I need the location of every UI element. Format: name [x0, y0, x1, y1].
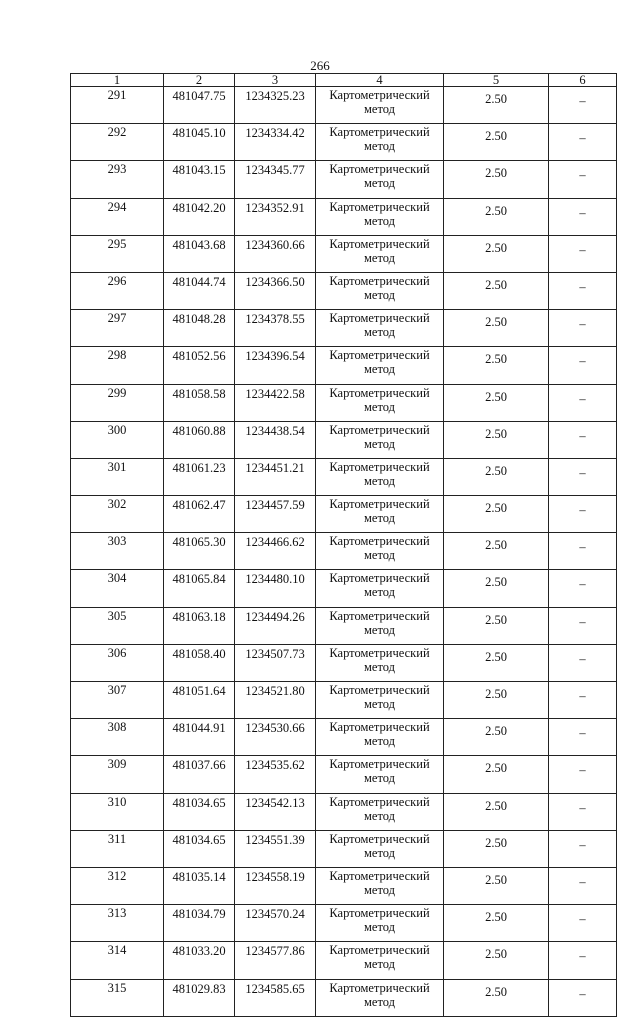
table-row [71, 272, 617, 309]
coord-x-cell: 481044.74 [164, 272, 235, 309]
method-cell [316, 384, 444, 421]
method-line-1: Картометрический [329, 943, 430, 958]
method-line-2: метод [363, 473, 395, 488]
coord-y-cell: 1234334.42 [235, 124, 316, 161]
method-line-1: Картометрический [329, 199, 430, 214]
table-row [71, 421, 617, 458]
point-number-cell: 303 [71, 533, 164, 570]
method-cell [316, 607, 444, 644]
note-cell: – [549, 570, 617, 607]
method-line-2: метод [363, 882, 395, 897]
accuracy-cell: 2.50 [444, 347, 549, 384]
coord-x-cell: 481035.14 [164, 867, 235, 904]
accuracy-cell: 2.50 [444, 384, 549, 421]
table-row [71, 161, 617, 198]
point-number-cell: 314 [71, 942, 164, 979]
coord-x-cell: 481043.68 [164, 235, 235, 272]
note-cell: – [549, 533, 617, 570]
method-cell [316, 830, 444, 867]
table-row [71, 198, 617, 235]
method-cell [316, 644, 444, 681]
table-row [71, 458, 617, 495]
accuracy-cell: 2.50 [444, 198, 549, 235]
coord-y-cell: 1234577.86 [235, 942, 316, 979]
method-cell [316, 161, 444, 198]
table-row [71, 793, 617, 830]
table-row [71, 942, 617, 979]
method-line-1: Картометрический [329, 422, 430, 437]
method-line-2: метод [363, 659, 395, 674]
table-header-row [71, 74, 617, 87]
point-number-cell: 305 [71, 607, 164, 644]
method-cell [316, 198, 444, 235]
accuracy-cell: 2.50 [444, 124, 549, 161]
method-line-2: метод [363, 845, 395, 860]
note-cell: – [549, 421, 617, 458]
coord-y-cell: 1234542.13 [235, 793, 316, 830]
method-line-1: Картометрический [329, 794, 430, 809]
accuracy-cell: 2.50 [444, 942, 549, 979]
note-cell: – [549, 161, 617, 198]
point-number-cell: 292 [71, 124, 164, 161]
method-line-1: Картометрический [329, 459, 430, 474]
page-number: 266 [310, 58, 330, 73]
note-cell: – [549, 719, 617, 756]
coord-x-cell: 481062.47 [164, 496, 235, 533]
point-number-cell: 293 [71, 161, 164, 198]
coord-x-cell: 481065.30 [164, 533, 235, 570]
coord-y-cell: 1234366.50 [235, 272, 316, 309]
method-line-2: метод [363, 511, 395, 526]
method-line-1: Картометрический [329, 162, 430, 177]
method-line-2: метод [363, 176, 395, 191]
table-row [71, 347, 617, 384]
coord-y-cell: 1234551.39 [235, 830, 316, 867]
coord-y-cell: 1234438.54 [235, 421, 316, 458]
coord-y-cell: 1234507.73 [235, 644, 316, 681]
point-number-cell: 301 [71, 458, 164, 495]
accuracy-cell: 2.50 [444, 644, 549, 681]
method-cell [316, 570, 444, 607]
method-line-2: метод [363, 585, 395, 600]
point-number-cell: 312 [71, 867, 164, 904]
coordinates-table [70, 73, 617, 1017]
table-row [71, 756, 617, 793]
coord-x-cell: 481034.65 [164, 830, 235, 867]
method-line-1: Картометрический [329, 868, 430, 883]
note-cell: – [549, 756, 617, 793]
note-cell: – [549, 384, 617, 421]
coord-x-cell: 481060.88 [164, 421, 235, 458]
point-number-cell: 296 [71, 272, 164, 309]
note-cell: – [549, 496, 617, 533]
method-line-1: Картометрический [329, 125, 430, 140]
coord-y-cell: 1234352.91 [235, 198, 316, 235]
accuracy-cell: 2.50 [444, 421, 549, 458]
table-row [71, 533, 617, 570]
accuracy-cell: 2.50 [444, 87, 549, 124]
coord-x-cell: 481051.64 [164, 682, 235, 719]
coord-x-cell: 481063.18 [164, 607, 235, 644]
accuracy-cell: 2.50 [444, 830, 549, 867]
table-row [71, 310, 617, 347]
table-row [71, 570, 617, 607]
accuracy-cell: 2.50 [444, 756, 549, 793]
accuracy-cell: 2.50 [444, 570, 549, 607]
note-cell: – [549, 607, 617, 644]
coord-y-cell: 1234535.62 [235, 756, 316, 793]
point-number-cell: 298 [71, 347, 164, 384]
method-line-1: Картометрический [329, 757, 430, 772]
method-cell [316, 793, 444, 830]
note-cell: – [549, 867, 617, 904]
coord-y-cell: 1234422.58 [235, 384, 316, 421]
point-number-cell: 308 [71, 719, 164, 756]
note-cell: – [549, 905, 617, 942]
table-row [71, 719, 617, 756]
accuracy-cell: 2.50 [444, 719, 549, 756]
coord-y-cell: 1234480.10 [235, 570, 316, 607]
method-cell [316, 682, 444, 719]
method-cell [316, 533, 444, 570]
method-cell [316, 235, 444, 272]
point-number-cell: 302 [71, 496, 164, 533]
accuracy-cell: 2.50 [444, 161, 549, 198]
accuracy-cell: 2.50 [444, 682, 549, 719]
method-line-1: Картометрический [329, 720, 430, 735]
note-cell: – [549, 458, 617, 495]
method-line-2: метод [363, 102, 395, 116]
coord-y-cell: 1234521.80 [235, 682, 316, 719]
accuracy-cell: 2.50 [444, 867, 549, 904]
accuracy-cell: 2.50 [444, 310, 549, 347]
point-number-cell: 299 [71, 384, 164, 421]
method-cell [316, 719, 444, 756]
coord-y-cell: 1234494.26 [235, 607, 316, 644]
accuracy-cell: 2.50 [444, 458, 549, 495]
coord-x-cell: 481061.23 [164, 458, 235, 495]
accuracy-cell: 2.50 [444, 533, 549, 570]
table-row [71, 682, 617, 719]
note-cell: – [549, 272, 617, 309]
accuracy-cell: 2.50 [444, 235, 549, 272]
point-number-cell: 311 [71, 830, 164, 867]
method-cell [316, 87, 444, 124]
accuracy-cell: 2.50 [444, 793, 549, 830]
method-line-2: метод [363, 697, 395, 711]
coord-x-cell: 481033.20 [164, 942, 235, 979]
col-header-5: 5 [444, 74, 549, 87]
table-row [71, 830, 617, 867]
note-cell: – [549, 124, 617, 161]
point-number-cell: 295 [71, 235, 164, 272]
coord-x-cell: 481044.91 [164, 719, 235, 756]
method-line-2: метод [363, 957, 395, 972]
col-header-2: 2 [164, 74, 235, 87]
method-line-2: метод [363, 139, 395, 154]
note-cell: – [549, 830, 617, 867]
table-row [71, 87, 617, 124]
coord-y-cell: 1234558.19 [235, 867, 316, 904]
note-cell: – [549, 942, 617, 979]
method-line-2: метод [363, 734, 395, 749]
coord-y-cell: 1234585.65 [235, 979, 316, 1016]
coord-y-cell: 1234457.59 [235, 496, 316, 533]
table-row [71, 607, 617, 644]
coord-x-cell: 481042.20 [164, 198, 235, 235]
method-line-1: Картометрический [329, 311, 430, 326]
table-body [71, 87, 617, 1017]
note-cell: – [549, 644, 617, 681]
method-line-2: метод [363, 548, 395, 563]
point-number-cell: 306 [71, 644, 164, 681]
coord-x-cell: 481034.79 [164, 905, 235, 942]
method-line-2: метод [363, 325, 395, 340]
point-number-cell: 300 [71, 421, 164, 458]
point-number-cell: 297 [71, 310, 164, 347]
method-cell [316, 496, 444, 533]
coord-y-cell: 1234530.66 [235, 719, 316, 756]
note-cell: – [549, 198, 617, 235]
method-line-2: метод [363, 213, 395, 228]
method-cell [316, 979, 444, 1016]
coord-y-cell: 1234360.66 [235, 235, 316, 272]
accuracy-cell: 2.50 [444, 496, 549, 533]
accuracy-cell: 2.50 [444, 905, 549, 942]
point-number-cell: 315 [71, 979, 164, 1016]
note-cell: – [549, 979, 617, 1016]
coord-y-cell: 1234570.24 [235, 905, 316, 942]
method-line-2: метод [363, 362, 395, 377]
method-cell [316, 310, 444, 347]
note-cell: – [549, 310, 617, 347]
method-cell [316, 458, 444, 495]
method-line-1: Картометрический [329, 497, 430, 512]
coord-x-cell: 481048.28 [164, 310, 235, 347]
note-cell: – [549, 347, 617, 384]
coord-x-cell: 481058.40 [164, 644, 235, 681]
method-cell [316, 905, 444, 942]
method-line-2: метод [363, 622, 395, 637]
note-cell: – [549, 235, 617, 272]
coord-y-cell: 1234378.55 [235, 310, 316, 347]
table-row [71, 235, 617, 272]
note-cell: – [549, 87, 617, 124]
col-header-1: 1 [71, 74, 164, 87]
coord-x-cell: 481065.84 [164, 570, 235, 607]
method-cell [316, 347, 444, 384]
point-number-cell: 294 [71, 198, 164, 235]
method-line-2: метод [363, 399, 395, 414]
method-line-2: метод [363, 771, 395, 786]
method-cell [316, 124, 444, 161]
coord-y-cell: 1234466.62 [235, 533, 316, 570]
table-row [71, 384, 617, 421]
col-header-6: 6 [549, 74, 617, 87]
point-number-cell: 307 [71, 682, 164, 719]
table-row [71, 979, 617, 1016]
point-number-cell: 291 [71, 87, 164, 124]
method-line-1: Картометрический [329, 608, 430, 623]
method-line-2: метод [363, 808, 395, 823]
method-line-2: метод [363, 920, 395, 935]
point-number-cell: 313 [71, 905, 164, 942]
col-header-3: 3 [235, 74, 316, 87]
coord-x-cell: 481058.58 [164, 384, 235, 421]
table-row [71, 867, 617, 904]
method-line-1: Картометрический [329, 534, 430, 549]
method-line-1: Картометрический [329, 906, 430, 921]
table-row [71, 644, 617, 681]
coord-y-cell: 1234325.23 [235, 87, 316, 124]
point-number-cell: 304 [71, 570, 164, 607]
method-line-1: Картометрический [329, 348, 430, 363]
method-line-1: Картометрический [329, 88, 430, 102]
method-line-1: Картометрический [329, 571, 430, 586]
coord-x-cell: 481043.15 [164, 161, 235, 198]
coord-x-cell: 481034.65 [164, 793, 235, 830]
method-line-1: Картометрический [329, 831, 430, 846]
coord-x-cell: 481037.66 [164, 756, 235, 793]
coord-x-cell: 481045.10 [164, 124, 235, 161]
coord-y-cell: 1234345.77 [235, 161, 316, 198]
coord-x-cell: 481029.83 [164, 979, 235, 1016]
coord-x-cell: 481047.75 [164, 87, 235, 124]
method-line-2: метод [363, 250, 395, 265]
method-cell [316, 942, 444, 979]
method-cell [316, 421, 444, 458]
accuracy-cell: 2.50 [444, 272, 549, 309]
method-line-1: Картометрический [329, 385, 430, 400]
method-line-2: метод [363, 287, 395, 302]
table-row [71, 496, 617, 533]
accuracy-cell: 2.50 [444, 979, 549, 1016]
method-line-1: Картометрический [329, 645, 430, 660]
coord-y-cell: 1234396.54 [235, 347, 316, 384]
method-line-2: метод [363, 994, 395, 1009]
method-cell [316, 272, 444, 309]
table-row [71, 905, 617, 942]
point-number-cell: 310 [71, 793, 164, 830]
method-cell [316, 756, 444, 793]
method-cell [316, 867, 444, 904]
method-line-1: Картометрический [329, 273, 430, 288]
accuracy-cell: 2.50 [444, 607, 549, 644]
point-number-cell: 309 [71, 756, 164, 793]
method-line-1: Картометрический [329, 236, 430, 251]
method-line-2: метод [363, 436, 395, 451]
method-line-1: Картометрический [329, 683, 430, 697]
method-line-1: Картометрический [329, 980, 430, 995]
coord-x-cell: 481052.56 [164, 347, 235, 384]
col-header-4: 4 [316, 74, 444, 87]
table-row [71, 124, 617, 161]
coord-y-cell: 1234451.21 [235, 458, 316, 495]
note-cell: – [549, 682, 617, 719]
note-cell: – [549, 793, 617, 830]
